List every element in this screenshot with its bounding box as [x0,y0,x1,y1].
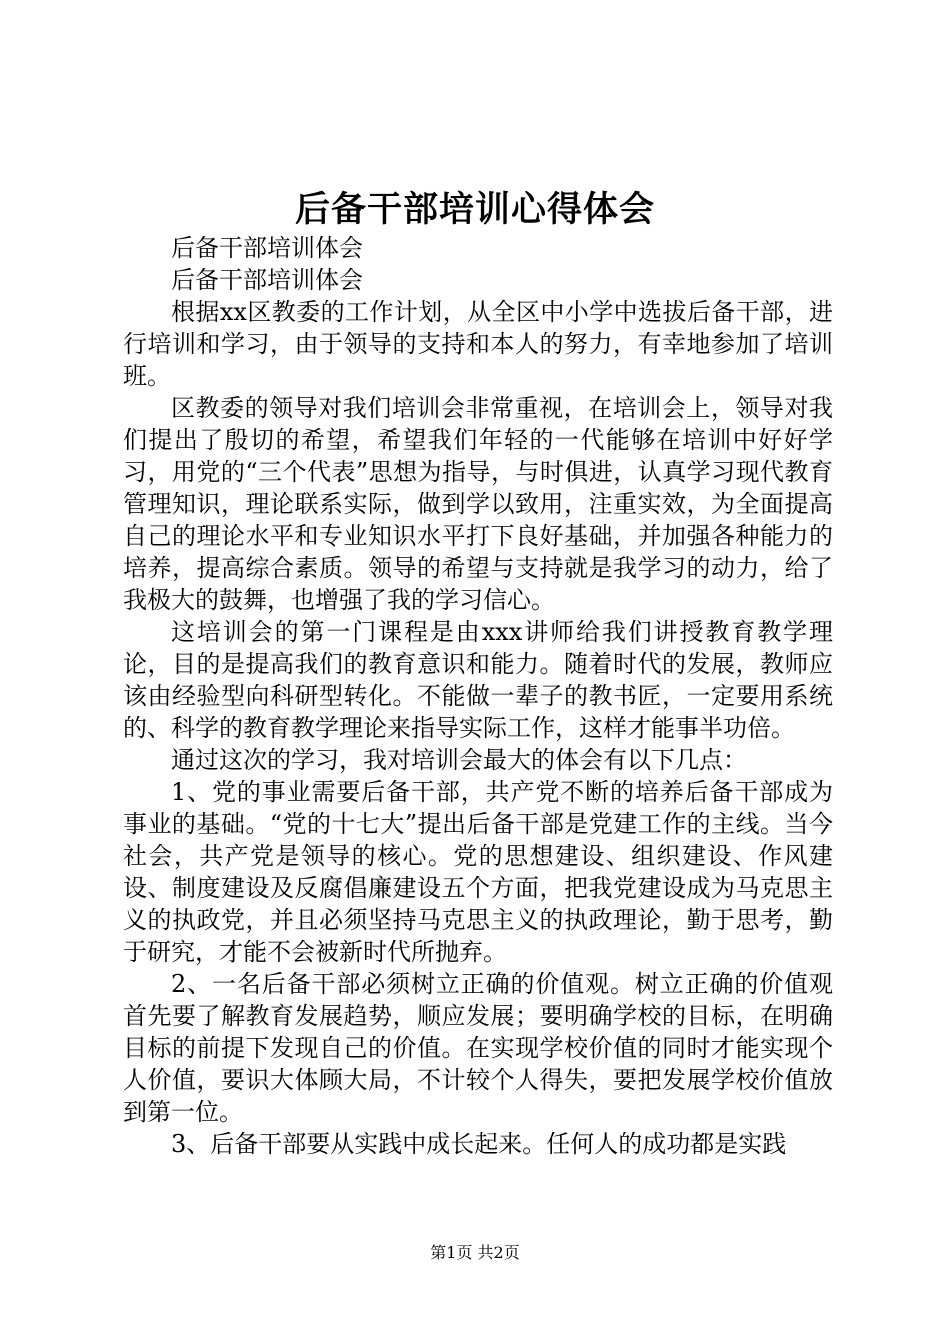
page-number-footer: 第1页 共2页 [430,1243,520,1262]
paragraph-intro: 根据xx区教委的工作计划，从全区中小学中选拔后备干部，进行培训和学习，由于领导的支持和本人的努力，有幸地参加了培训班。 [123,298,833,390]
paragraph-leadership: 区教委的领导对我们培训会非常重视，在培训会上，领导对我们提出了殷切的希望，希望我们年轻的一代能够在培训中好好学习，用党的“三个代表”思想为指导，与时俱进，认真学习现代教育管理知识，理论联系实际，做到学以致用，注重实效，为全面提高自己的理论水平和专业知识水平打下良好基础，并加强各种能力的培养，提高综合素质。领导的希望与支持就是我学习的动力，给了我极大的鼓舞，也增强了我的学习信心。 [123,394,833,614]
paragraph-point-2: 2、一名后备干部必须树立正确的价值观。树立正确的价值观首先要了解教育发展趋势，顺应发展；要明确学校的目标，在明确目标的前提下发现自己的价值。在实现学校价值的同时才能实现个人价值，要识大体顾大局，不计较个人得失，要把发展学校价值放到第一位。 [123,970,833,1126]
paragraph-summary-lead: 通过这次的学习，我对培训会最大的体会有以下几点： [171,746,747,774]
paragraph-subtitle-2: 后备干部培训体会 [171,266,363,294]
document-title: 后备干部培训心得体会 [294,189,655,230]
paragraph-point-3: 3、后备干部要从实践中成长起来。任何人的成功都是实践 [171,1130,787,1158]
paragraph-point-1: 1、党的事业需要后备干部，共产党不断的培养后备干部成为事业的基础。“党的十七大”提出后备干部是党建工作的主线。当今社会，共产党是领导的核心。党的思想建设、组织建设、作风建设、制度建设及反腐倡廉建设五个方面，把我党建设成为马克思主义的执政党，并且必须坚持马克思主义的执政理论，勤于思考，勤于研究，才能不会被新时代所抛弃。 [123,778,833,966]
document-body [123,232,833,1160]
paragraph-first-course: 这培训会的第一门课程是由xxx讲师给我们讲授教育教学理论，目的是提高我们的教育意识和能力。随着时代的发展，教师应该由经验型向科研型转化。不能做一辈子的教书匠，一定要用系统的、科学的教育教学理论来指导实际工作，这样才能事半功倍。 [123,618,833,742]
paragraph-subtitle-1: 后备干部培训体会 [171,234,363,262]
